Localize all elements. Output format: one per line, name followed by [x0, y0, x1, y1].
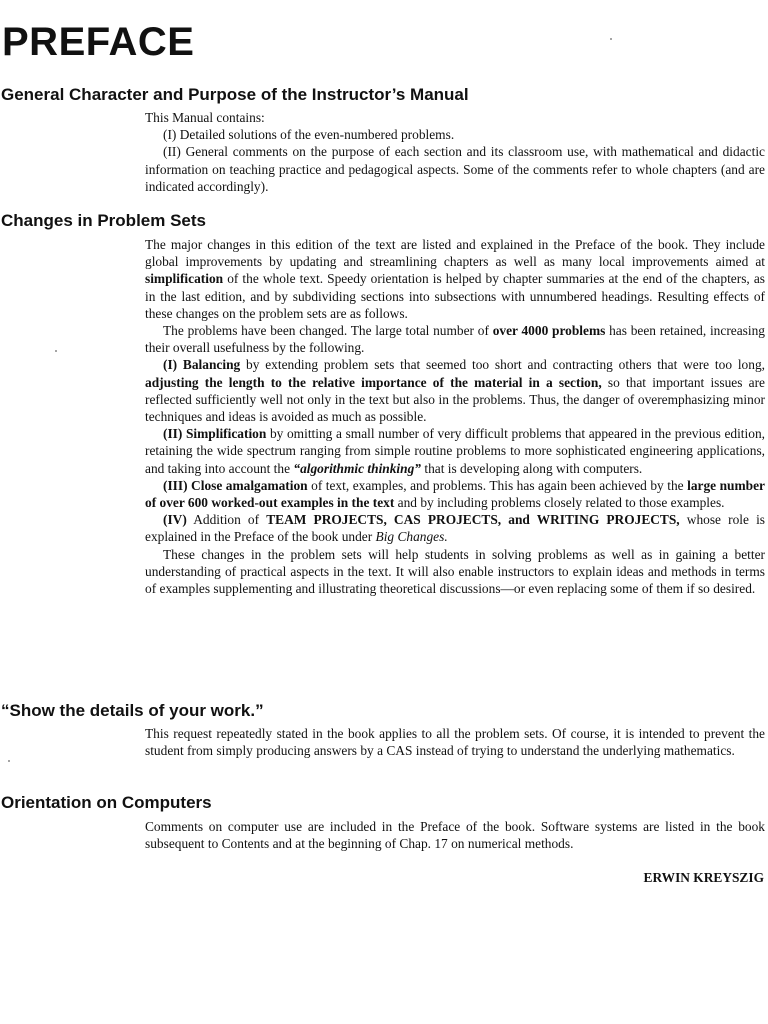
paragraph	[145, 236, 765, 322]
bold-text: TEAM PROJECTS, CAS PROJECTS, and WRITING PROJECTS,	[266, 512, 680, 528]
list-item: (I) Detailed solutions of the even-numbered problems.	[163, 127, 455, 143]
paragraph	[145, 356, 765, 425]
text-run: so that important issues are reflected sufficiently well not only in the text but also in the problems. Thus, the danger of overemphasizing minor techniques and ideas is avoided as much as possible.	[145, 374, 765, 425]
text-run: The problems have been changed. The large total number of	[163, 323, 493, 339]
section-body-changes	[145, 236, 765, 597]
text-run: of the whole text. Speedy orientation is helped by chapter summaries at the end of the chapters, as in the last edition, and by subdividing sections into subsections with unnumbered headings. Resulting effects of these changes on the problem sets are as follows.	[145, 271, 765, 321]
paragraph: This request repeatedly stated in the book applies to all the problem sets. Of course, it is intended to prevent the student from simply producing answers by a CAS instead of trying to understand the underlying mathematics.	[145, 726, 765, 759]
paragraph	[145, 511, 765, 545]
scan-speck	[55, 350, 57, 352]
bold-text: (II) Simplification	[163, 426, 267, 442]
paragraph: Comments on computer use are included in the Preface of the book. Software systems are listed in the book subsequent to Contents and at the beginning of Chap. 17 on numerical methods.	[145, 819, 765, 852]
paragraph: These changes in the problem sets will help students in solving problems as well as in gaining a better understanding of practical aspects in the text. It will also enable instructors to explain ideas and methods in terms of examples supplementing and illustrating theoretical discussions—or even replacing some of them if so desired.	[145, 546, 765, 597]
page-title: PREFACE	[2, 20, 195, 64]
bold-italic-text: “algorithmic thinking”	[293, 460, 421, 476]
italic-text: Big Changes.	[375, 529, 448, 545]
text-run: has been retained, increasing their overall usefulness by the following.	[145, 323, 765, 356]
text-run: and by including problems closely related to those examples.	[394, 495, 725, 511]
paragraph	[145, 425, 765, 477]
section-heading-computers: Orientation on Computers	[1, 793, 212, 812]
author-signature: ERWIN KREYSZIG	[643, 870, 764, 885]
bold-text: (III) Close amalgamation	[163, 477, 308, 493]
section-body-computers	[145, 818, 765, 852]
bold-text: simplification	[145, 271, 224, 287]
text-run: by extending problem sets that seemed too short and contracting others that were too long,	[240, 357, 765, 373]
paragraph	[145, 477, 765, 511]
paragraph	[145, 322, 765, 356]
section-body-details	[145, 725, 765, 759]
scan-speck	[610, 38, 612, 40]
section-heading-general: General Character and Purpose of the Instructor’s Manual	[1, 85, 469, 104]
section-heading-changes: Changes in Problem Sets	[1, 211, 206, 230]
section-heading-details: “Show the details of your work.”	[1, 701, 264, 720]
section-body-general	[145, 109, 765, 195]
text-run: of text, examples, and problems. This has again been achieved by the	[307, 477, 688, 493]
text-run: The major changes in this edition of the text are listed and explained in the Preface of the book. They include global improvements by updating and streamlining chapters as well as many local improvements aimed at	[145, 237, 765, 270]
text-run: Addition of	[186, 512, 267, 528]
list-item: (II) General comments on the purpose of each section and its classroom use, with mathematical and didactic information on teaching practice and pedagogical aspects. Some of the comments refer to whole chapters (and are indicated accordingly).	[145, 144, 765, 194]
text-run: whose role is explained in the Preface of the book under	[145, 512, 765, 545]
text-run: by omitting a small number of very difficult problems that appeared in the previous edition, retaining the wide spectrum ranging from simple routine problems to more sophisticated engineering applications, and taking into account the	[145, 426, 765, 476]
bold-text: large number of over 600 worked-out examples in the text	[145, 477, 765, 511]
paragraph: This Manual contains:	[145, 110, 265, 125]
bold-text: adjusting the length to the relative importance of the material in a section,	[145, 374, 602, 390]
bold-text: (IV)	[163, 512, 187, 528]
bold-text: over 4000 problems	[492, 323, 606, 339]
scan-speck	[8, 760, 10, 762]
text-run: that is developing along with computers.	[421, 460, 643, 476]
bold-text: (I) Balancing	[163, 357, 241, 373]
